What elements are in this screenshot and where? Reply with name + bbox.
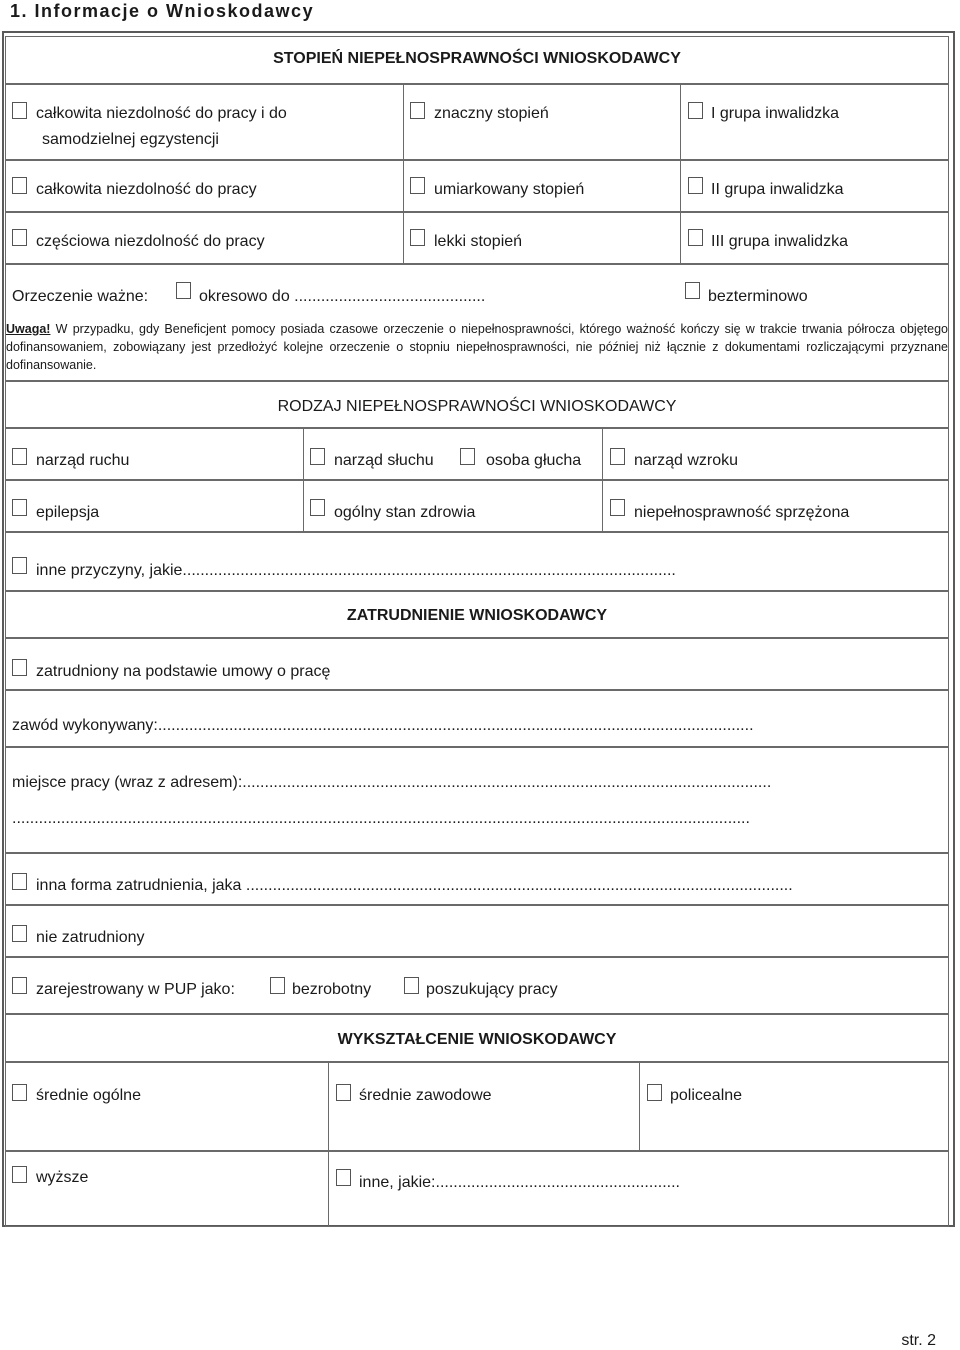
type-row-2: epilepsja ogólny stan zdrowia niepełnosprawność sprzężona — [5, 480, 949, 532]
employment-row-registered: zarejestrowany w PUP jako: bezrobotny poszukujący pracy — [5, 957, 949, 1014]
section-title: 1. Informacje o Wnioskodawcy — [10, 1, 315, 21]
disability-type-header: RODZAJ NIEPEŁNOSPRAWNOŚCI WNIOSKODAWCY — [277, 398, 677, 415]
checkbox-registered-pup[interactable] — [12, 977, 27, 994]
employment-row-unemployed: nie zatrudniony — [5, 905, 949, 957]
degree-row-1: całkowita niezdolność do pracy i do samodzielnej egzystencji znaczny stopień I grupa inwalidzka — [5, 84, 949, 160]
education-row-2: wyższe inne, jakie:....................................................... — [5, 1151, 949, 1227]
type-row-1: narząd ruchu narząd słuchu osoba głucha narząd wzroku — [5, 428, 949, 480]
disability-degree-header: STOPIEŃ NIEPEŁNOSPRAWNOŚCI WNIOSKODAWCY — [273, 50, 681, 67]
type-row-other — [5, 532, 949, 591]
degree-row-3: częściowa niezdolność do pracy lekki stopień III grupa inwalidzka — [5, 212, 949, 264]
checkbox-group-3[interactable] — [688, 229, 703, 246]
checkbox-secondary-vocational[interactable] — [336, 1084, 351, 1101]
education-header-row — [5, 1014, 949, 1062]
checkbox-mild-degree[interactable] — [410, 229, 425, 246]
checkbox-hearing[interactable] — [310, 448, 325, 465]
disability-type-header-row — [5, 381, 949, 428]
checkbox-combined-disability[interactable] — [610, 499, 625, 516]
education-row-1: średnie ogólne średnie zawodowe policealne — [5, 1062, 949, 1151]
checkbox-locomotor[interactable] — [12, 448, 27, 465]
disability-degree-header-row — [5, 36, 949, 84]
checkbox-post-secondary[interactable] — [647, 1084, 662, 1101]
degree-row-2: całkowita niezdolność do pracy umiarkowany stopień II grupa inwalidzka — [5, 160, 949, 212]
checkbox-general-health[interactable] — [310, 499, 325, 516]
note-paragraph: Uwaga! W przypadku, gdy Beneficjent pomocy posiada czasowe orzeczenie o niepełnosprawności, którego ważność kończy się w trakcie trwania półrocza objętego dofinansowaniem, zobowiązany jest przedłożyć kolejne orzeczenie o stopniu niepełnosprawności, nie później niż łącznie z dokumentami rozliczającymi przyznane dofinansowanie. — [6, 322, 948, 372]
employment-row-contract: zatrudniony na podstawie umowy o pracę — [5, 638, 949, 690]
checkbox-other-causes[interactable] — [12, 557, 27, 574]
checkbox-moderate-degree[interactable] — [410, 177, 425, 194]
workplace-field-continued[interactable]: ...................................................................................................................................................................... — [12, 810, 750, 827]
checkbox-total-incapacity[interactable] — [12, 177, 27, 194]
checkbox-employed-contract[interactable] — [12, 659, 27, 676]
employment-header-row — [5, 591, 949, 638]
checkbox-secondary-general[interactable] — [12, 1084, 27, 1101]
checkbox-not-employed[interactable] — [12, 925, 27, 942]
checkbox-job-seeker[interactable] — [404, 977, 419, 994]
validity-row: Orzeczenie ważne: okresowo do ........................................... bezterminowo — [5, 264, 949, 381]
workplace-field[interactable]: miejsce pracy (wraz z adresem):....................................................................................................................... — [12, 774, 772, 791]
checkbox-group-2[interactable] — [688, 177, 703, 194]
checkbox-group-1[interactable] — [688, 102, 703, 119]
checkbox-unemployed-status[interactable] — [270, 977, 285, 994]
education-header: WYKSZTAŁCENIE WNIOSKODAWCY — [337, 1031, 617, 1048]
checkbox-significant-degree[interactable] — [410, 102, 425, 119]
checkbox-epilepsy[interactable] — [12, 499, 27, 516]
checkbox-other-employment[interactable] — [12, 873, 27, 890]
validity-temporary-field[interactable]: okresowo do ........................................... — [199, 288, 486, 305]
checkbox-partial-incapacity[interactable] — [12, 229, 27, 246]
validity-label: Orzeczenie ważne: — [12, 288, 149, 305]
checkbox-valid-temporary[interactable] — [176, 282, 191, 299]
employment-header: ZATRUDNIENIE WNIOSKODAWCY — [346, 607, 608, 624]
checkbox-valid-permanent[interactable] — [685, 282, 700, 299]
employment-row-other-form — [5, 853, 949, 905]
profession-field[interactable]: zawód wykonywany:...................................................................................................................................... — [12, 717, 754, 734]
education-other-field[interactable]: inne, jakie:....................................................... — [359, 1174, 680, 1191]
employment-row-profession — [5, 690, 949, 747]
other-employment-field[interactable]: inna forma zatrudnienia, jaka ........................................................................................................................... — [36, 877, 793, 894]
page-number: str. 2 — [901, 1332, 936, 1349]
checkbox-higher[interactable] — [12, 1166, 27, 1183]
checkbox-total-incapacity-independent[interactable] — [12, 102, 27, 119]
checkbox-education-other[interactable] — [336, 1169, 351, 1186]
checkbox-deaf[interactable] — [460, 448, 475, 465]
employment-row-workplace — [5, 747, 949, 853]
other-causes-field[interactable]: inne przyczyny, jakie............................................................................................................... — [36, 562, 676, 579]
checkbox-vision[interactable] — [610, 448, 625, 465]
